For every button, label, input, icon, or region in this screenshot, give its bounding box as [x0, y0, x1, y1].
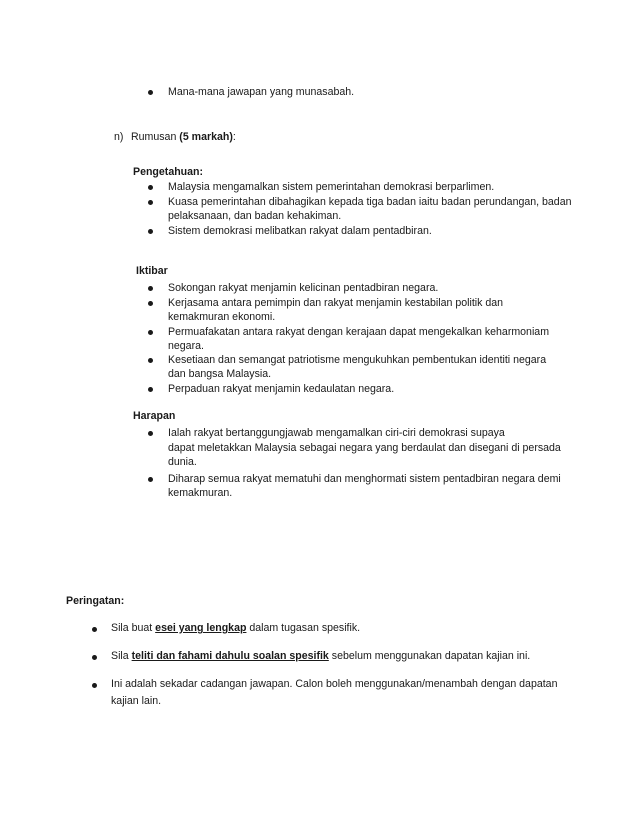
pengetahuan-heading: Pengetahuan: — [133, 166, 204, 178]
harapan-heading: Harapan — [133, 410, 176, 422]
pengetahuan-item-2-line-2: pelaksanaan, dan badan kehakiman. — [168, 210, 342, 222]
bullet-dot — [148, 286, 153, 291]
section-title-suffix: : — [232, 131, 236, 143]
note-1-pre: Sila buat — [111, 622, 156, 634]
note-2-emphasis: teliti dan fahami dahulu soalan spesifik — [131, 650, 329, 662]
note-2-pre: Sila — [111, 650, 132, 662]
pengetahuan-item-2-line-1: Kuasa pemerintahan dibahagikan kepada tiga badan iaitu badan perundangan, badan — [168, 196, 572, 208]
harapan-item-2-line-1: Diharap semua rakyat mematuhi dan menghormati sistem pentadbiran negara demi — [168, 473, 561, 485]
iktibar-item-4-line-1: Kesetiaan dan semangat patriotisme mengukuhkan pembentukan identiti negara — [168, 354, 547, 366]
peringatan-note-2 — [111, 649, 530, 664]
note-1-emphasis: esei yang lengkap — [155, 622, 247, 634]
pengetahuan-item-1: Malaysia mengamalkan sistem pemerintahan demokrasi berparlimen. — [168, 181, 495, 193]
bullet-dot — [148, 90, 153, 95]
bullet-dot — [148, 431, 153, 436]
iktibar-item-2-line-2: kemakmuran ekonomi. — [168, 311, 276, 323]
peringatan-heading: Peringatan: — [66, 595, 125, 607]
bullet-dot — [92, 683, 97, 688]
bullet-dot — [148, 301, 153, 306]
iktibar-item-5: Perpaduan rakyat menjamin kedaulatan negara. — [168, 383, 395, 395]
section-marker: n) — [114, 131, 124, 143]
iktibar-heading: Iktibar — [136, 265, 168, 277]
note-2-post: sebelum menggunakan dapatan kajian ini. — [328, 650, 531, 662]
note-1-post: dalam tugasan spesifik. — [246, 622, 361, 634]
harapan-item-1-line-3: dunia. — [168, 456, 197, 468]
bullet-dot — [92, 655, 97, 660]
harapan-item-2-line-2: kemakmuran. — [168, 487, 233, 499]
bullet-dot — [148, 330, 153, 335]
bullet-dot — [92, 627, 97, 632]
iktibar-item-3-line-2: negara. — [168, 340, 204, 352]
section-title-prefix: Rumusan — [131, 131, 180, 143]
peringatan-note-3-line-2: kajian lain. — [111, 695, 162, 707]
iktibar-item-4-line-2: dan bangsa Malaysia. — [168, 368, 272, 380]
bullet-dot — [148, 358, 153, 363]
pengetahuan-item-3: Sistem demokrasi melibatkan rakyat dalam pentadbiran. — [168, 225, 432, 237]
peringatan-note-3-line-1: Ini adalah sekadar cadangan jawapan. Calon boleh menggunakan/menambah dengan dapatan — [111, 678, 558, 690]
iktibar-item-1: Sokongan rakyat menjamin kelicinan pentadbiran negara. — [168, 282, 439, 294]
bullet-dot — [148, 200, 153, 205]
section-title — [131, 130, 236, 144]
answer-bullet-text: Mana-mana jawapan yang munasabah. — [168, 86, 355, 98]
section-title-marks: (5 markah) — [179, 131, 233, 143]
bullet-dot — [148, 477, 153, 482]
bullet-dot — [148, 185, 153, 190]
peringatan-note-1 — [111, 621, 360, 636]
iktibar-item-2-line-1: Kerjasama antara pemimpin dan rakyat menjamin kestabilan politik dan — [168, 297, 504, 309]
harapan-item-1-line-1: Ialah rakyat bertanggungjawab mengamalkan ciri-ciri demokrasi supaya — [168, 427, 505, 439]
bullet-dot — [148, 229, 153, 234]
bullet-dot — [148, 387, 153, 392]
iktibar-item-3-line-1: Permuafakatan antara rakyat dengan kerajaan dapat mengekalkan keharmoniam — [168, 326, 550, 338]
harapan-item-1-line-2: dapat meletakkan Malaysia sebagai negara yang berdaulat dan disegani di persada — [168, 442, 561, 454]
